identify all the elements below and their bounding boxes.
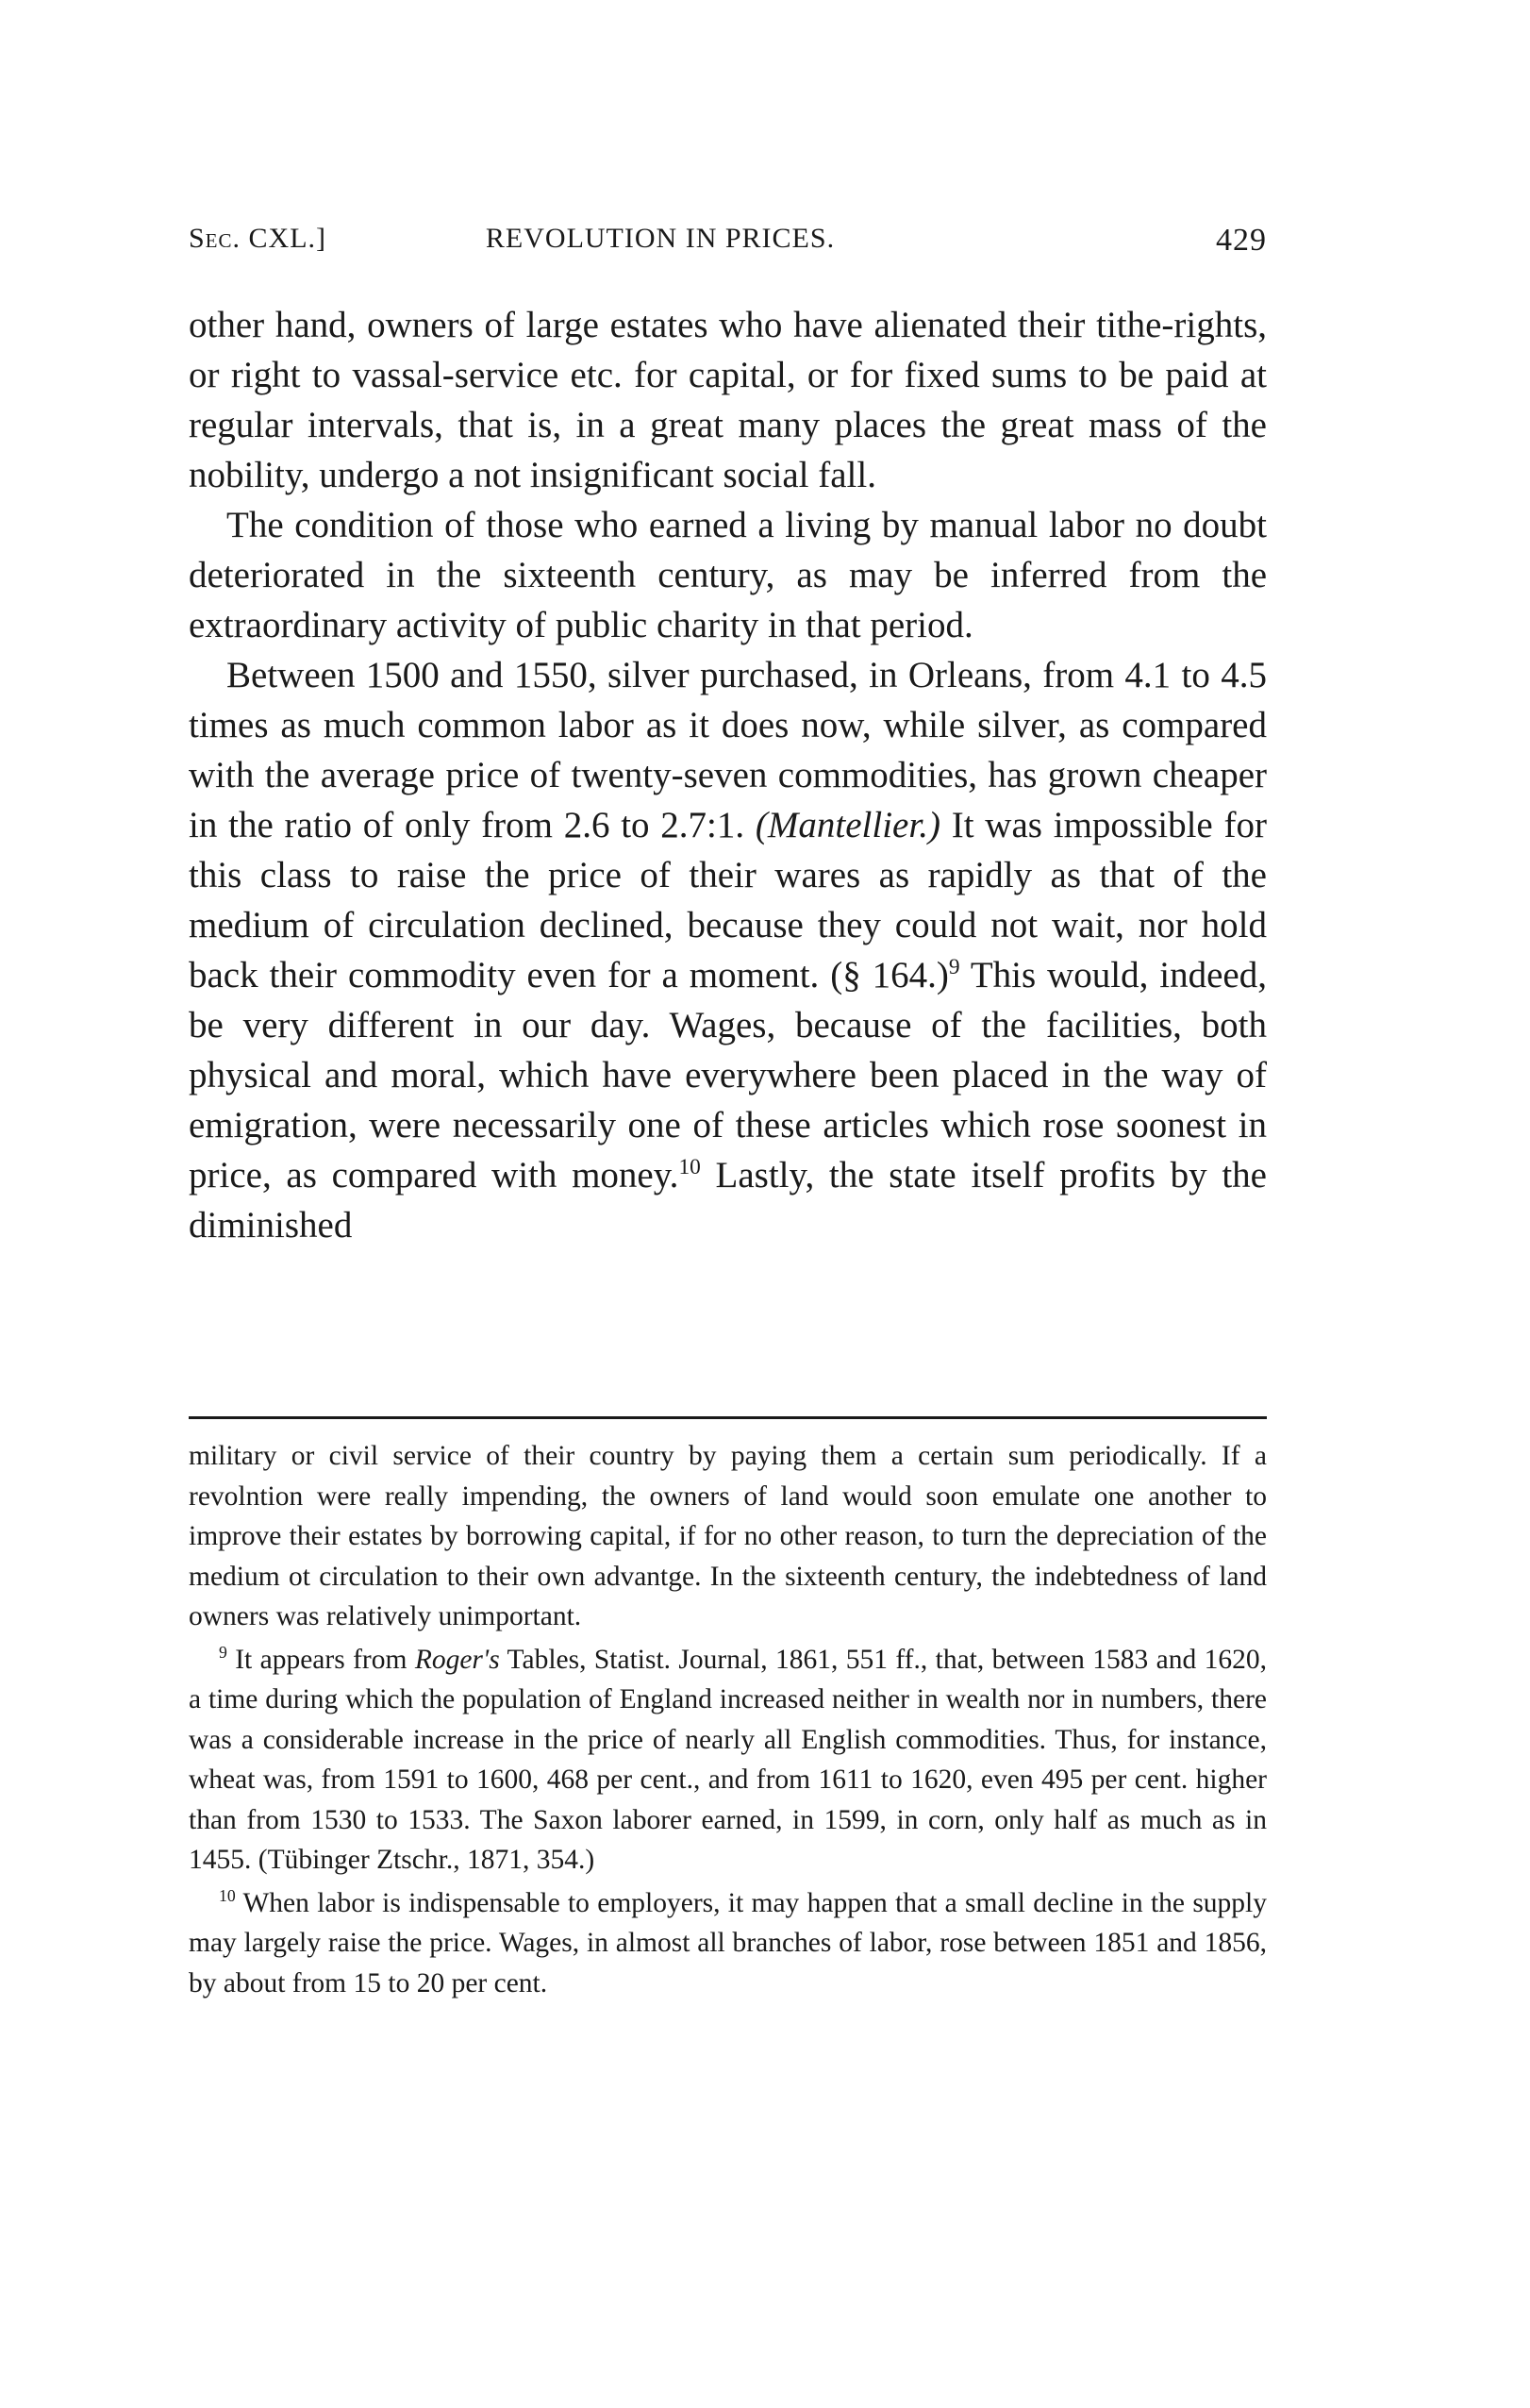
paragraph-3-text-b: It was impossible for this class to raise the price of their wares as rapidly as that of the medium of circulation declined, because they could not wait, nor hold back their commodity even for a moment. (§ 164.) xyxy=(189,805,1267,995)
citation-mantellier: (Mantellier.) xyxy=(755,805,940,845)
footnote-9 xyxy=(189,1640,1267,1881)
footnote-10 xyxy=(189,1883,1267,2004)
section-label: Sec. CXL.] xyxy=(189,223,327,254)
footnote-ref-10: 10 xyxy=(678,1155,701,1179)
paragraph-1: other hand, owners of large estates who have alienated their tithe-rights, or right to vassal-service etc. for capital, or for fixed sums to be paid at regular intervals, that is, in a great many places the great mass of the nobility, undergo a not insignificant social fall. xyxy=(189,305,1267,495)
running-header xyxy=(189,223,1267,270)
paragraph-2: The condition of those who earned a living by manual labor no doubt deteriorated in the sixteenth century, as may be inferred from the extraordinary activity of public charity in that period. xyxy=(189,505,1267,645)
running-title: REVOLUTION IN PRICES. xyxy=(485,223,836,254)
footnote-9-text-b: Tables, Statist. Journal, 1861, 551 ff., that, between 1583 and 1620, a time during which the population of England increased neither in wealth nor in numbers, there was a considerable increase in the price of nearly all English commodities. Thus, for instance, wheat was, from 1591 to 1600, 468 per cent., and from 1611 to 1620, even 495 per cent. higher than from 1530 to 1533. The Saxon laborer earned, in 1599, in corn, only half as much as in 1455. (Tübinger Ztschr., 1871, 354.) xyxy=(189,1644,1267,1875)
footnote-continued: military or civil service of their country by paying them a certain sum periodically. If a revolntion were really impending, the owners of land would soon emulate one another to improve their estates by borrowing capital, if for no other reason, to turn the depreciation of the medium ot circulation to their own advantge. In the sixteenth century, the indebtedness of land owners was relatively unimportant. xyxy=(189,1441,1267,1631)
footnotes xyxy=(189,1436,1267,2006)
paragraph-3-text-a: Between 1500 and 1550, silver purchased, in Orleans, from 4.1 to 4.5 times as much common labor as it does now, while silver, as compared with the average price of twenty-seven commodities, has grown cheaper in the ratio of only from 2.6 to 2.7:1. xyxy=(189,655,1267,845)
footnote-10-text: When labor is indispensable to employers, it may happen that a small decline in the supply may largely raise the price. Wages, in almost all branches of labor, rose between 1851 and 1856, by about from 15 to 20 per cent. xyxy=(189,1887,1267,1998)
paragraph-3-text-c: This would, indeed, be very different in our day. Wages, because of the facilities, both physical and moral, which have everywhere been placed in the way of emigration, were necessarily one of these articles which rose soonest in price, as compared with money. xyxy=(189,955,1267,1196)
footnote-9-text-a: It appears from xyxy=(226,1644,415,1675)
paragraph-3-text-d: Lastly, the state itself profits by the diminished xyxy=(189,1155,1267,1246)
footnote-divider xyxy=(189,1416,1267,1419)
footnote-9-italic: Roger's xyxy=(414,1644,500,1675)
footnote-10-mark: 10 xyxy=(219,1885,236,1905)
paragraph-3 xyxy=(189,650,1267,1250)
footnote-ref-9: 9 xyxy=(948,955,960,979)
footnote-9-mark: 9 xyxy=(219,1642,227,1662)
main-text xyxy=(189,300,1267,1250)
page-number: 429 xyxy=(1216,223,1267,258)
